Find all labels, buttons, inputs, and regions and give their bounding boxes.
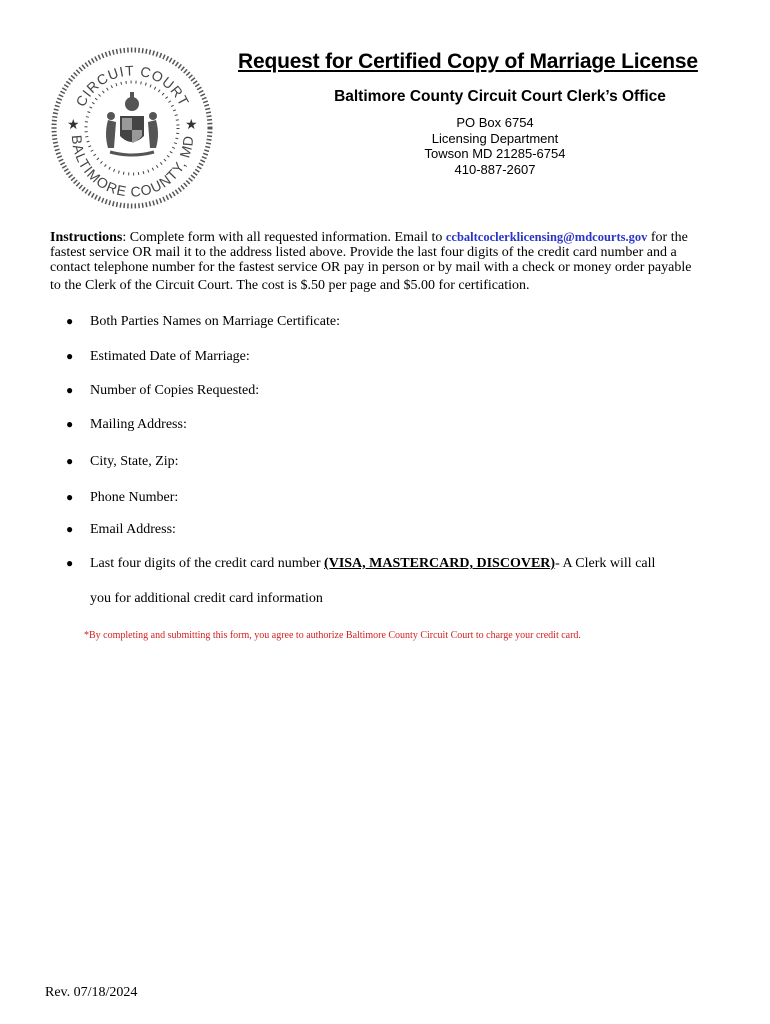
instructions-paragraph	[50, 230, 750, 293]
field-email-address	[66, 522, 176, 538]
office-name: Baltimore County Circuit Court Clerk’s Office	[334, 88, 666, 105]
instructions-line: to the Clerk of the Circuit Court. The cost is $.50 per page and $5.00 for certification.	[50, 278, 530, 293]
office-address	[400, 115, 590, 177]
field-copies-requested	[66, 383, 259, 399]
bullet-icon: ●	[66, 417, 74, 431]
address-line: Licensing Department	[431, 130, 559, 146]
coat-of-arms-icon	[106, 92, 158, 155]
instructions-line: contact telephone number for the fastest service OR pay in person or by mail with a check or money order payable	[50, 260, 692, 275]
bullet-icon: ●	[66, 490, 74, 504]
seal-top-text: CIRCUIT COURT	[72, 62, 193, 110]
field-parties-names	[66, 314, 340, 330]
field-label: City, State, Zip:	[90, 454, 179, 469]
field-label: Mailing Address:	[90, 417, 187, 432]
bullet-icon: ●	[66, 383, 74, 397]
form-title: Request for Certified Copy of Marriage License	[238, 50, 698, 73]
bullet-icon: ●	[66, 522, 74, 536]
seal-star-right-icon: ★	[185, 118, 198, 133]
field-marriage-date	[66, 349, 250, 365]
credit-card-continuation: you for additional credit card information	[90, 591, 323, 606]
field-credit-card	[66, 556, 655, 572]
field-label: - A Clerk will call	[555, 556, 656, 571]
instructions-line	[50, 230, 750, 245]
bullet-icon: ●	[66, 314, 74, 328]
clerk-email-link[interactable]: ccbaltcoclerklicensing@mdcourts.gov	[445, 230, 648, 244]
field-phone-number	[66, 490, 178, 506]
phone-line: 410-887-2607	[454, 161, 536, 177]
field-mailing-address	[66, 417, 187, 433]
bullet-icon: ●	[66, 349, 74, 363]
field-city-state-zip	[66, 454, 179, 470]
address-line: Towson MD 21285-6754	[424, 146, 566, 161]
address-line: PO Box 6754	[456, 115, 534, 130]
field-label: Both Parties Names on Marriage Certificate:	[90, 314, 340, 329]
instructions-text: for the	[647, 230, 688, 245]
field-label: Phone Number:	[90, 490, 179, 505]
instructions-label: Instructions	[50, 230, 123, 245]
field-label: Last four digits of the credit card number	[90, 556, 325, 571]
seal-bottom-text: BALTIMORE COUNTY, MD	[68, 134, 197, 200]
field-label: Number of Copies Requested:	[90, 383, 260, 398]
court-seal	[50, 44, 215, 212]
authorization-note: *By completing and submitting this form, you agree to authorize Baltimore County Circuit Court to charge your credit card.	[84, 630, 581, 641]
field-label: Email Address:	[90, 522, 176, 537]
accepted-cards: (VISA, MASTERCARD, DISCOVER)	[324, 556, 556, 571]
seal-star-left-icon: ★	[67, 118, 80, 133]
instructions-text: : Complete form with all requested information. Email to	[122, 230, 446, 245]
instructions-line: fastest service OR mail it to the address listed above. Provide the last four digits of the credit card number and a	[50, 245, 677, 260]
bullet-icon: ●	[66, 454, 74, 468]
field-label: Estimated Date of Marriage:	[90, 349, 250, 364]
revision-date: Rev. 07/18/2024	[45, 985, 138, 1000]
bullet-icon: ●	[66, 556, 74, 570]
